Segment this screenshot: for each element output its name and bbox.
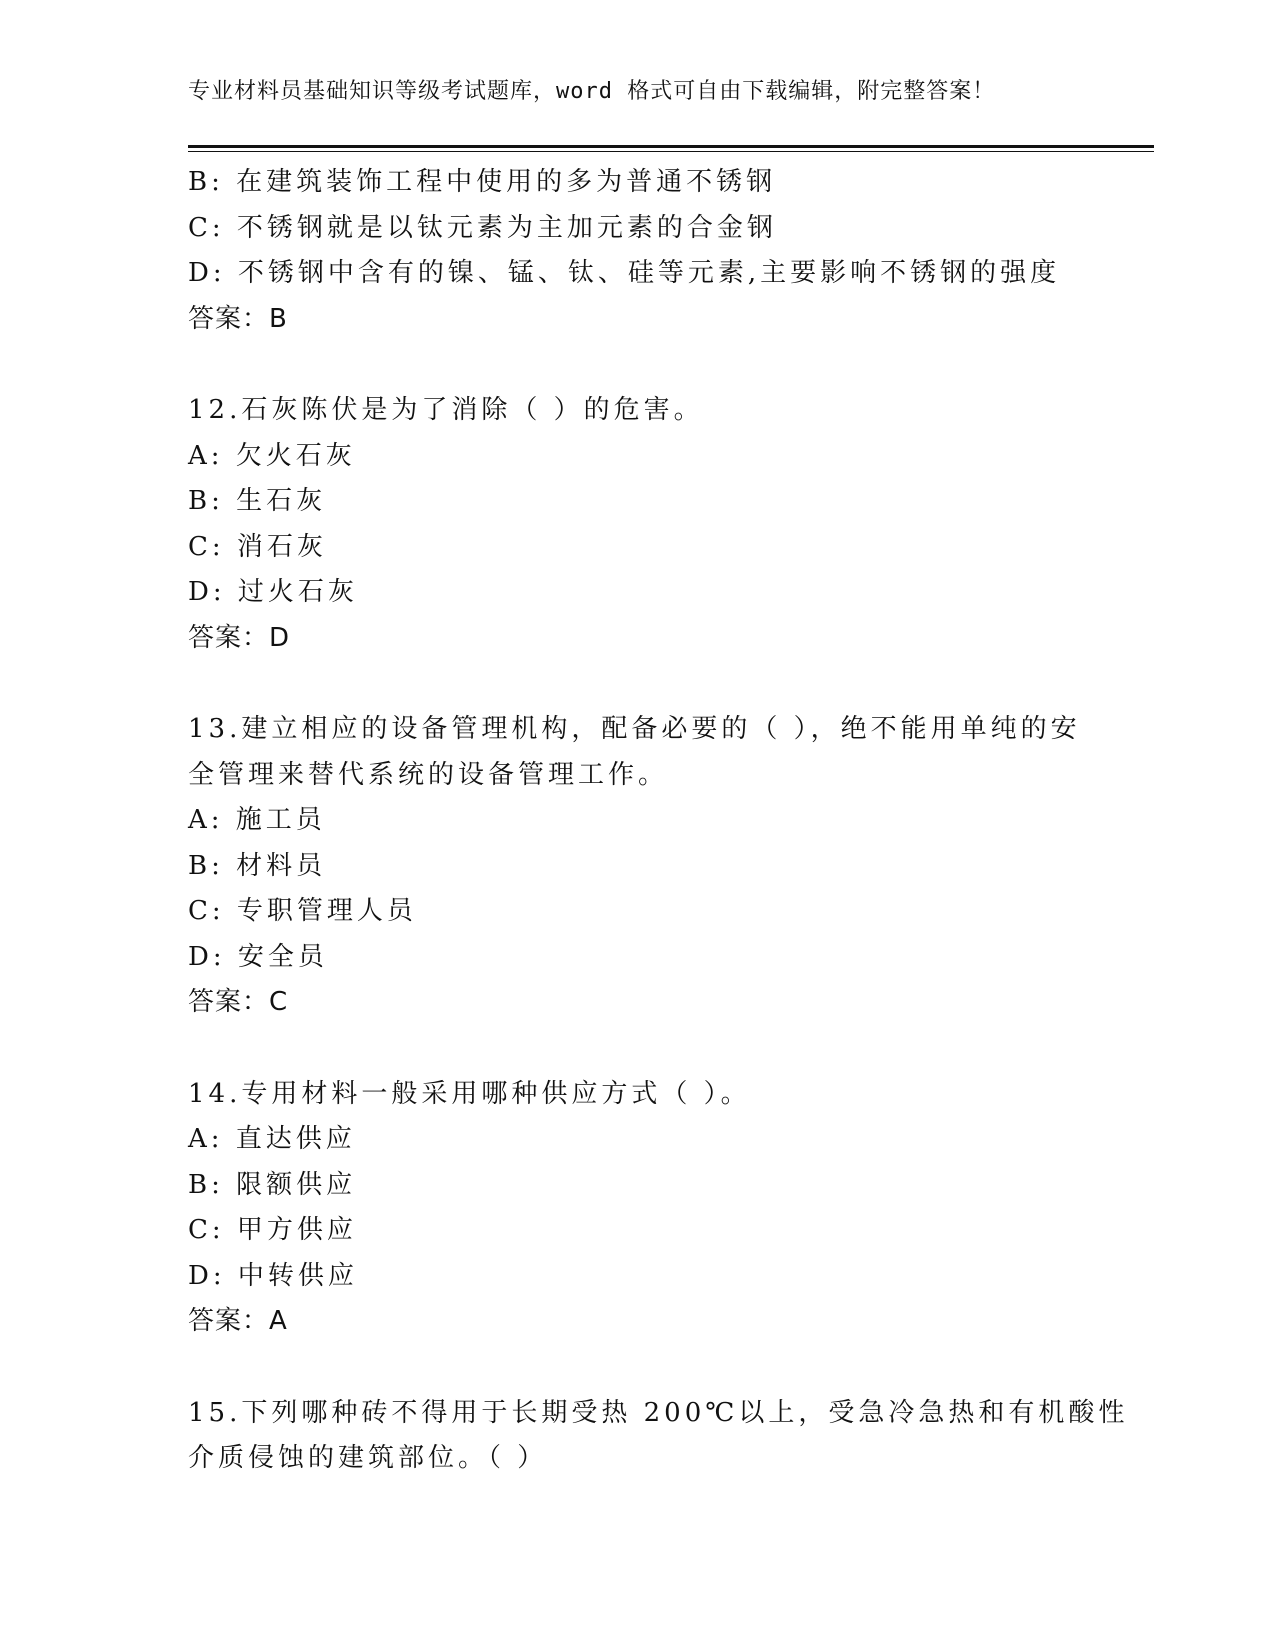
option-c: C: 专职管理人员	[188, 896, 417, 926]
option-c: C: 消石灰	[188, 531, 327, 562]
option-d: D: 安全员	[188, 941, 328, 972]
option-b: B: 材料员	[188, 850, 327, 881]
answer-label: 答案：D	[188, 622, 291, 653]
question-11-continued	[188, 160, 1088, 342]
question-12	[188, 388, 1088, 661]
option-c: C: 不锈钢就是以钛元素为主加元素的合金钢	[188, 212, 777, 243]
answer-label: 答案：A	[188, 1306, 288, 1336]
option-d: D: 不锈钢中含有的镍、锰、钛、硅等元素,主要影响不锈钢的强度	[188, 258, 1061, 288]
question-14	[188, 1072, 1088, 1345]
option-b: B: 在建筑装饰工程中使用的多为普通不锈钢	[188, 167, 777, 197]
page-header: 专业材料员基础知识等级考试题库，word 格式可自由下载编辑，附完整答案！	[188, 79, 996, 104]
option-c: C: 甲方供应	[188, 1215, 357, 1245]
answer-label: 答案：B	[188, 303, 288, 334]
question-text: 14.专用材料一般采用哪种供应方式（ ）。	[188, 1078, 751, 1109]
header-divider-thick	[188, 145, 1154, 148]
option-d: D: 中转供应	[188, 1260, 358, 1291]
question-text: 15.下列哪种砖不得用于长期受热 200℃以上，受急冷急热和有机酸性	[188, 1397, 1129, 1428]
question-13	[188, 707, 1088, 1026]
question-text-continued: 全管理来替代系统的设备管理工作。	[188, 759, 669, 790]
option-a: A: 直达供应	[188, 1124, 356, 1154]
answer-label: 答案：C	[188, 987, 289, 1017]
option-a: A: 施工员	[188, 805, 326, 835]
question-15	[188, 1391, 1129, 1482]
option-a: A: 欠火石灰	[188, 440, 356, 471]
option-b: B: 生石灰	[188, 486, 327, 516]
question-list	[188, 160, 1129, 1482]
question-text: 13.建立相应的设备管理机构，配备必要的（ ），绝不能用单纯的安	[188, 714, 1081, 744]
header-divider-thin	[188, 151, 1154, 152]
option-b: B: 限额供应	[188, 1169, 357, 1200]
question-text: 12.石灰陈伏是为了消除（ ）的危害。	[188, 395, 704, 425]
question-text-continued: 介质侵蚀的建筑部位。（ ）	[188, 1443, 548, 1473]
option-d: D: 过火石灰	[188, 577, 358, 607]
